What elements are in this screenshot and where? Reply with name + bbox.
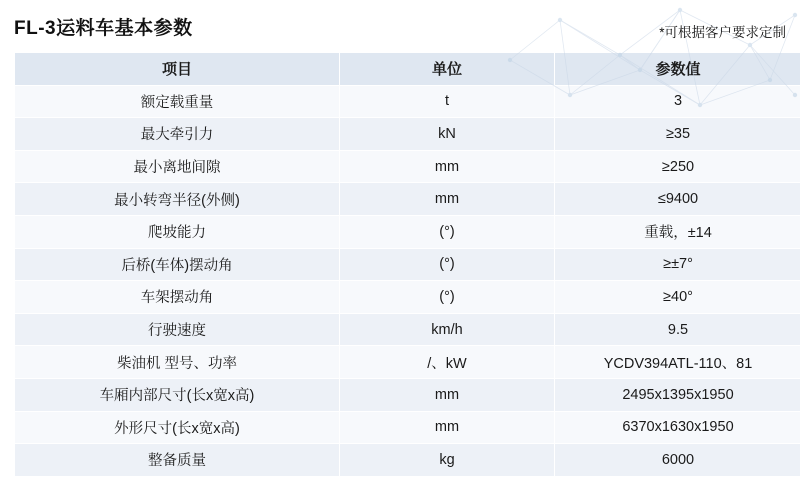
row-unit: mm: [340, 183, 555, 216]
column-header-unit: 单位: [340, 53, 555, 86]
row-value: YCDV394ATL-110、81: [555, 346, 800, 379]
row-unit: (°): [340, 281, 555, 314]
page-title: FL-3运料车基本参数: [14, 18, 193, 39]
customization-note: *可根据客户要求定制: [659, 25, 786, 40]
row-item: 整备质量: [15, 444, 340, 477]
row-value: 2495x1395x1950: [555, 378, 800, 411]
row-unit: mm: [340, 378, 555, 411]
row-item: 后桥(车体)摆动角: [15, 248, 340, 281]
row-item: 车架摆动角: [15, 281, 340, 314]
row-value: ≥±7°: [555, 248, 800, 281]
row-value: 9.5: [555, 313, 800, 346]
row-value: ≥250: [555, 150, 800, 183]
row-item: 外形尺寸(长x宽x高): [15, 411, 340, 444]
table-row: [15, 215, 800, 248]
page-header: [0, 0, 800, 52]
column-header-item: 项目: [15, 53, 340, 86]
row-value: ≥35: [555, 118, 800, 151]
spec-table-body: [15, 53, 800, 477]
row-value: 3: [555, 85, 800, 118]
row-value: 6000: [555, 444, 800, 477]
table-header-row: [15, 53, 800, 86]
row-item: 行驶速度: [15, 313, 340, 346]
table-row: [15, 118, 800, 151]
row-unit: /、kW: [340, 346, 555, 379]
row-value: 重载，±14: [555, 215, 800, 248]
row-unit: km/h: [340, 313, 555, 346]
table-row: [15, 346, 800, 379]
row-item: 最小转弯半径(外侧): [15, 183, 340, 216]
row-unit: kg: [340, 444, 555, 477]
row-unit: (°): [340, 248, 555, 281]
table-row: [15, 248, 800, 281]
row-unit: mm: [340, 150, 555, 183]
table-row: [15, 313, 800, 346]
table-row: [15, 150, 800, 183]
row-value: ≥40°: [555, 281, 800, 314]
row-item: 柴油机 型号、功率: [15, 346, 340, 379]
row-item: 最大牵引力: [15, 118, 340, 151]
table-row: [15, 444, 800, 477]
row-item: 车厢内部尺寸(长x宽x高): [15, 378, 340, 411]
spec-table: [14, 52, 800, 477]
table-row: [15, 411, 800, 444]
row-unit: (°): [340, 215, 555, 248]
row-unit: t: [340, 85, 555, 118]
table-row: [15, 281, 800, 314]
row-value: 6370x1630x1950: [555, 411, 800, 444]
row-unit: mm: [340, 411, 555, 444]
table-row: [15, 85, 800, 118]
row-item: 最小离地间隙: [15, 150, 340, 183]
table-row: [15, 378, 800, 411]
row-item: 爬坡能力: [15, 215, 340, 248]
column-header-value: 参数值: [555, 53, 800, 86]
table-row: [15, 183, 800, 216]
row-item: 额定载重量: [15, 85, 340, 118]
row-unit: kN: [340, 118, 555, 151]
row-value: ≤9400: [555, 183, 800, 216]
